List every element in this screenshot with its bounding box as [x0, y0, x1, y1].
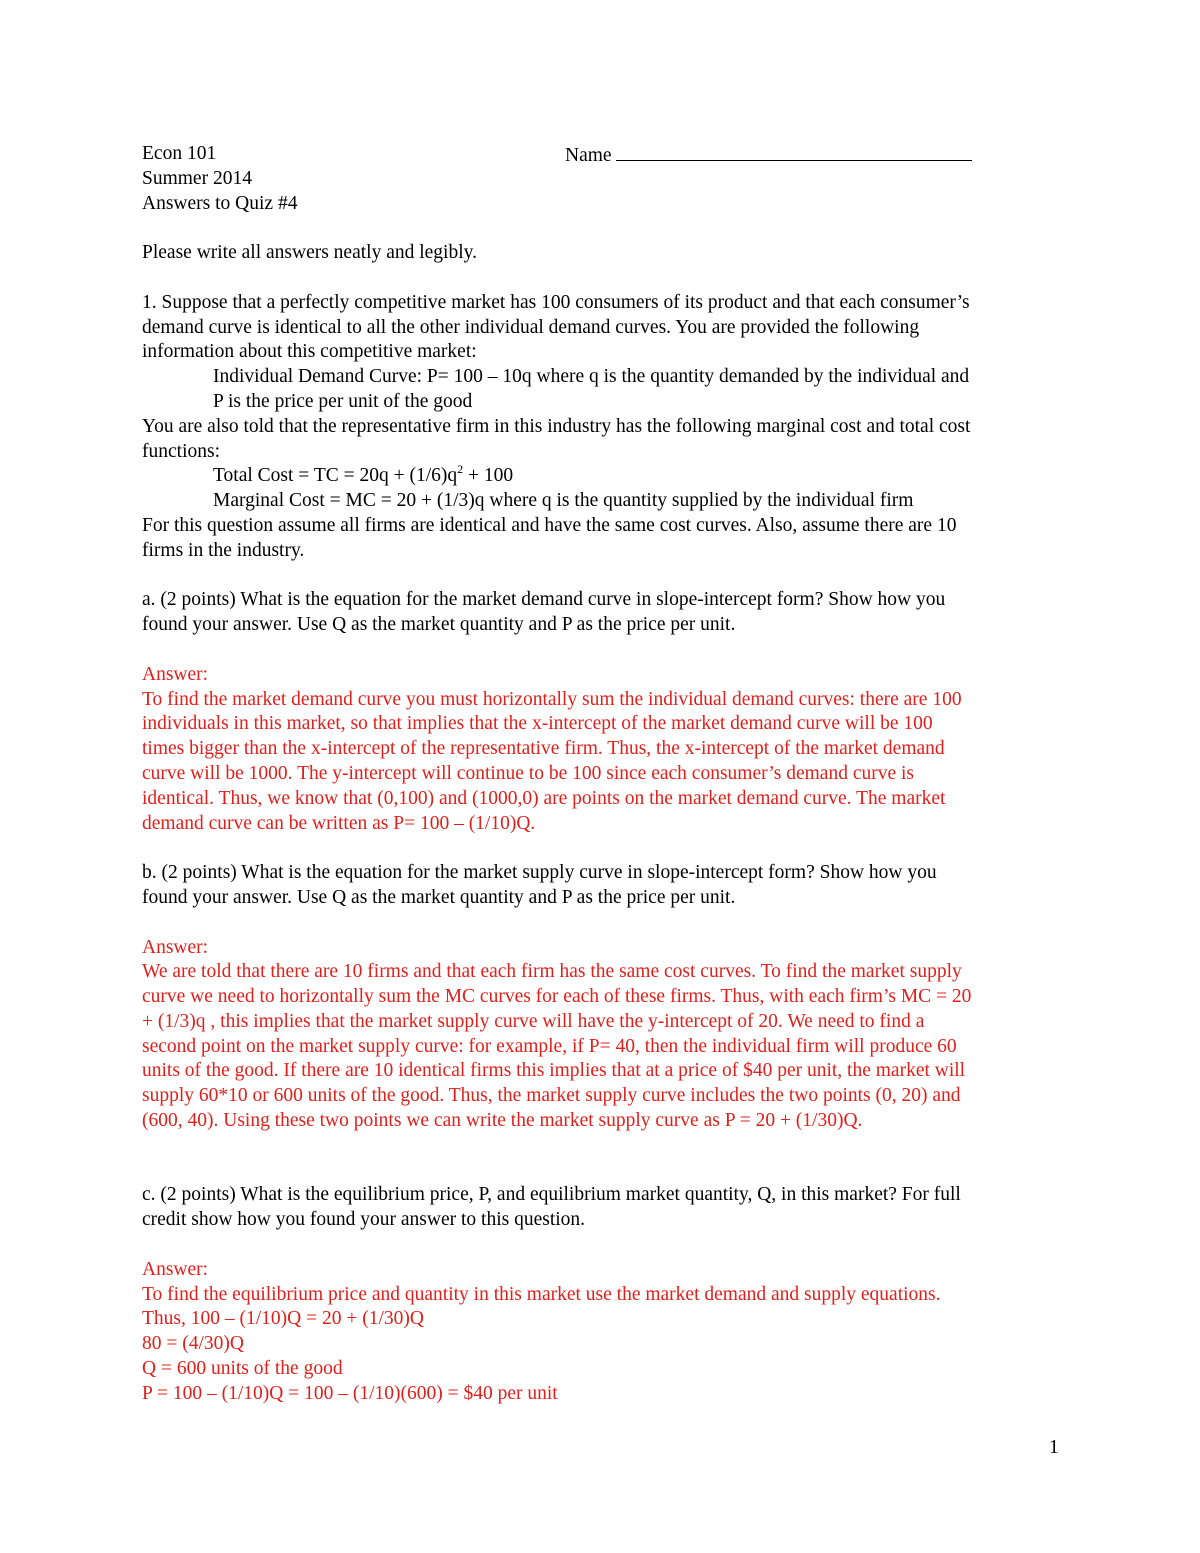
q1-intro-line: demand curve is identical to all the other individual demand curves. You are provided the following [142, 316, 920, 338]
page-number: 1 [1049, 1437, 1059, 1458]
part-a-answer-line: To find the market demand curve you must horizontally sum the individual demand curves: there are 100 [142, 688, 962, 710]
part-a-question-line: a. (2 points) What is the equation for the market demand curve in slope-intercept form? Show how you [142, 589, 946, 611]
q1-intro-line: 1. Suppose that a perfectly competitive market has 100 consumers of its product and that each consumer’s [142, 291, 970, 313]
q1-assume-line: firms in the industry. [142, 539, 305, 561]
term: Summer 2014 [142, 167, 252, 189]
q1-firm-line: You are also told that the representative firm in this industry has the following marginal cost and total cost [142, 415, 971, 437]
part-c-answer-line: P = 100 – (1/10)Q = 100 – (1/10)(600) = $40 per unit [142, 1382, 558, 1404]
name-field [565, 142, 972, 169]
part-b-answer-line: We are told that there are 10 firms and that each firm has the same cost curves. To find the market supply [142, 961, 962, 983]
part-b-answer-line: (600, 40). Using these two points we can write the market supply curve as P = 20 + (1/30)Q. [142, 1110, 863, 1132]
document-page [142, 142, 1062, 1407]
total-cost-equation: Total Cost = TC = $20q + (1/6)q^2 + 100$ [213, 461, 514, 487]
part-c-answer-line: 80 = (4/30)Q [142, 1333, 244, 1355]
marginal-cost-equation: Marginal Cost = MC = 20 + (1/3)q where q is the quantity supplied by the individual firm [213, 490, 914, 512]
part-c-answer-line: Q = 600 units of the good [142, 1358, 343, 1380]
part-c [142, 1183, 1062, 1406]
individual-demand-line: P is the price per unit of the good [213, 390, 473, 412]
q1-assume-line: For this question assume all firms are identical and have the same cost curves. Also, assume there are 10 [142, 514, 957, 536]
part-b-question-line: b. (2 points) What is the equation for the market supply curve in slope-intercept form? Show how you [142, 862, 937, 884]
part-a-question-line: found your answer. Use Q as the market quantity and P as the price per unit. [142, 614, 736, 636]
part-c-answer-line: To find the equilibrium price and quantity in this market use the market demand and supply equations. [142, 1283, 941, 1305]
part-a-answer-line: individuals in this market, so that implies that the x-intercept of the market demand curve will be 100 [142, 713, 933, 735]
part-a [142, 588, 1062, 836]
q1-intro-line: information about this competitive market: [142, 341, 477, 363]
part-a-answer-line: identical. Thus, we know that (0,100) and (1000,0) are points on the market demand curve. The market [142, 787, 946, 809]
part-a-answer-line: times bigger than the x-intercept of the representative firm. Thus, the x-intercept of the market demand [142, 738, 945, 760]
part-a-answer-line: demand curve can be written as P= 100 – (1/10)Q. [142, 812, 536, 834]
name-label: Name [565, 145, 612, 166]
part-a-answer-label: Answer: [142, 663, 209, 685]
name-blank-line [616, 142, 972, 161]
part-a-answer-line: curve will be 1000. The y-intercept will continue to be 100 since each consumer’s demand curve is [142, 762, 915, 784]
part-c-question-line: c. (2 points) What is the equilibrium price, P, and equilibrium market quantity, Q, in this market? For full [142, 1184, 961, 1206]
quiz-title: Answers to Quiz #4 [142, 192, 298, 214]
part-b [142, 861, 1062, 1134]
q1-firm-line: functions: [142, 440, 220, 462]
part-c-answer-line: Thus, 100 – (1/10)Q = 20 + (1/30)Q [142, 1308, 424, 1330]
part-b-question-line: found your answer. Use Q as the market quantity and P as the price per unit. [142, 886, 736, 908]
part-c-answer-label: Answer: [142, 1258, 209, 1280]
course-title: Econ 101 [142, 143, 217, 164]
part-b-answer-line: supply 60*10 or 600 units of the good. Thus, the market supply curve includes the two points (0, 20) and [142, 1085, 961, 1107]
part-b-answer-line: curve we need to horizontally sum the MC curves for each of these firms. Thus, with each firm’s MC = 20 [142, 986, 972, 1008]
question-1 [142, 291, 1062, 564]
header-row [142, 142, 1062, 167]
instructions: Please write all answers neatly and legibly. [142, 242, 478, 264]
part-b-answer-line: + (1/3)q , this implies that the market supply curve will have the y-intercept of 20. We need to find a [142, 1010, 925, 1032]
part-b-answer-label: Answer: [142, 936, 209, 958]
part-b-answer-line: second point on the market supply curve: for example, if P= 40, then the individual firm will produce 60 [142, 1035, 957, 1057]
part-b-answer-line: units of the good. If there are 10 identical firms this implies that at a price of $40 per unit, the market will [142, 1060, 966, 1082]
part-c-question-line: credit show how you found your answer to this question. [142, 1209, 586, 1231]
individual-demand-line: Individual Demand Curve: P= 100 – 10q where q is the quantity demanded by the individual and [213, 366, 970, 388]
